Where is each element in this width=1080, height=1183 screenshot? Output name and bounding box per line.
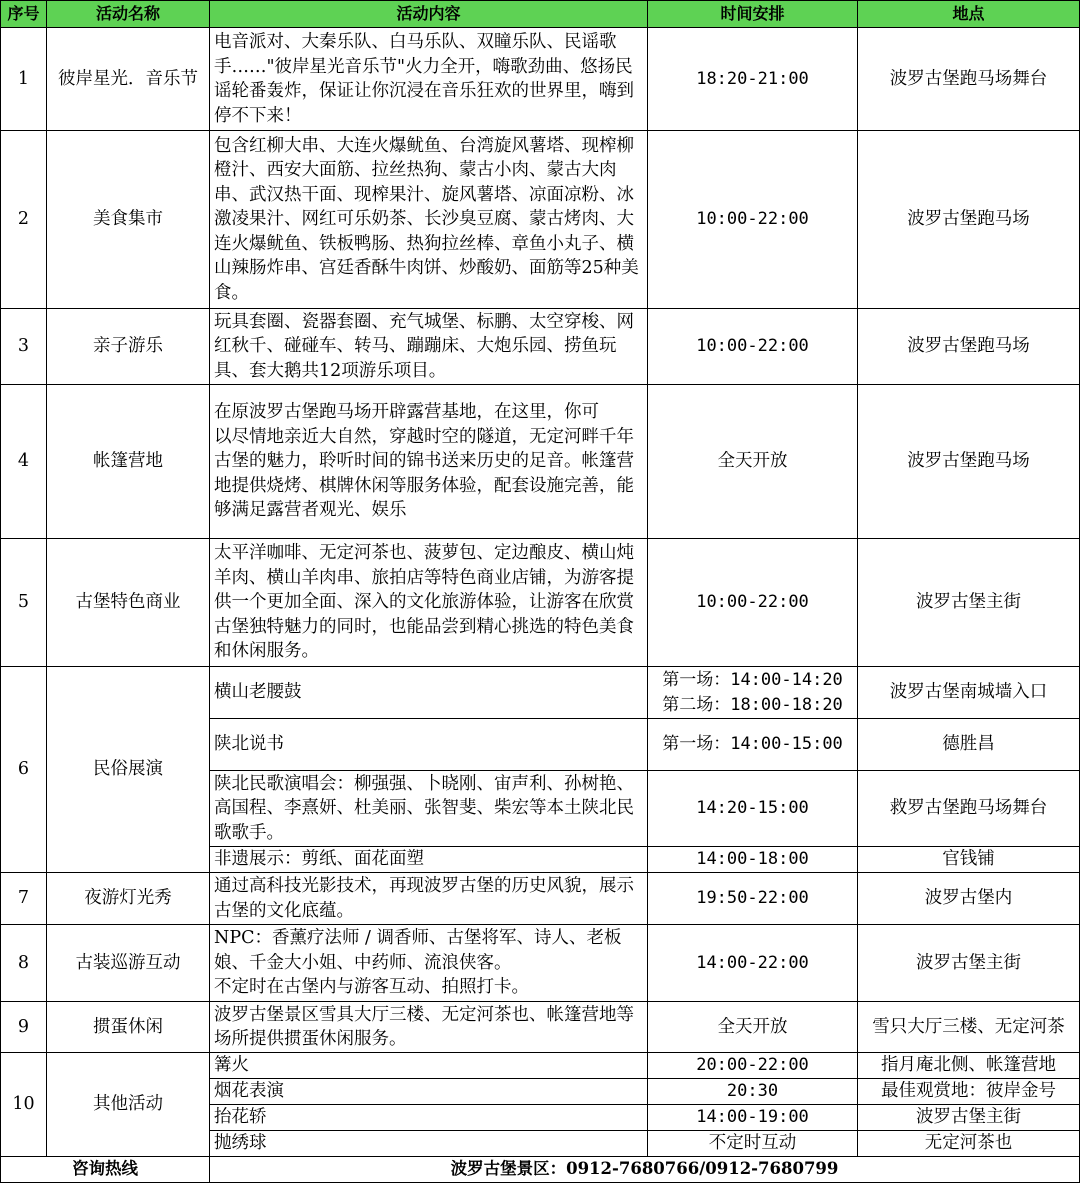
row-number: 5 (1, 539, 47, 667)
row-number: 7 (1, 873, 47, 925)
activity-place: 波罗古堡跑马场 (858, 309, 1080, 385)
activity-content: 太平洋咖啡、无定河茶也、菠萝包、定边酿皮、横山炖羊肉、横山羊肉串、旅拍店等特色商业店铺，为游客提供一个更加全面、深入的文化旅游体验，让游客在欣赏古堡独特魅力的同时，也能品尝到精心挑选的特色美食和休闲服务。 (210, 539, 648, 667)
activity-place: 救罗古堡跑马场舞台 (858, 771, 1080, 847)
activity-name: 彼岸星光．音乐节 (47, 28, 210, 131)
activity-time: 14:00-18:00 (648, 847, 858, 873)
activity-content: 篝火 (210, 1053, 648, 1079)
row-number: 1 (1, 28, 47, 131)
activity-time: 第一场：14:00-15:00 (648, 719, 858, 771)
content-line: 在原波罗古堡跑马场开辟露营基地，在这里，你可 (214, 402, 599, 423)
activity-time: 14:20-15:00 (648, 771, 858, 847)
activity-time: 20:00-22:00 (648, 1053, 858, 1079)
activity-time: 10:00-22:00 (648, 309, 858, 385)
activity-content: 非遗展示：剪纸、面花面塑 (210, 847, 648, 873)
header-content: 活动内容 (210, 1, 648, 28)
table-row (1, 131, 1080, 309)
table-row (1, 385, 1080, 539)
activity-content: 包含红柳大串、大连火爆鱿鱼、台湾旋风薯塔、现榨柳橙汁、西安大面筋、拉丝热狗、蒙古小肉、蒙古大肉串、武汉热干面、现榨果汁、旋风薯塔、凉面凉粉、冰激凌果汁、网红可乐奶茶、长沙臭豆腐、蒙古烤肉、大连火爆鱿鱼、铁板鸭肠、热狗拉丝棒、章鱼小丸子、横山辣肠炸串、宫廷香酥牛肉饼、炒酸奶、面筋等25种美食。 (210, 131, 648, 309)
activity-place: 最佳观赏地：彼岸金号 (858, 1079, 1080, 1105)
activity-content: 陕北说书 (210, 719, 648, 771)
activity-name: 古装巡游互动 (47, 925, 210, 1002)
activity-time: 14:00-22:00 (648, 925, 858, 1002)
row-number: 9 (1, 1002, 47, 1053)
activity-name: 美食集市 (47, 131, 210, 309)
activity-place: 波罗古堡跑马场 (858, 131, 1080, 309)
row-number: 4 (1, 385, 47, 539)
content-line: NPC：香薰疗法师 / 调香师、古堡将军、诗人、老板娘、千金大小姐、中药师、流浪侠客。 (214, 928, 622, 973)
activity-place: 波罗古堡内 (858, 873, 1080, 925)
activity-content: 通过高科技光影技术，再现波罗古堡的历史风貌，展示古堡的文化底蕴。 (210, 873, 648, 925)
activity-place: 指月庵北侧、帐篷营地 (858, 1053, 1080, 1079)
header-name: 活动名称 (47, 1, 210, 28)
activity-content: 抛绣球 (210, 1131, 648, 1157)
activity-time: 全天开放 (648, 385, 858, 539)
row-number: 10 (1, 1053, 47, 1157)
header-place: 地点 (858, 1, 1080, 28)
hotline-label: 咨询热线 (1, 1157, 210, 1183)
header-no: 序号 (1, 1, 47, 28)
activity-content (210, 925, 648, 1002)
hotline-value: 波罗古堡景区：0912-7680766/0912-7680799 (210, 1157, 1080, 1183)
activity-name: 古堡特色商业 (47, 539, 210, 667)
time-line: 第二场：18:00-18:20 (662, 694, 843, 715)
activity-place: 无定河茶也 (858, 1131, 1080, 1157)
activity-time: 19:50-22:00 (648, 873, 858, 925)
table-row (1, 28, 1080, 131)
activity-content: 电音派对、大秦乐队、白马乐队、双瞳乐队、民谣歌手……"彼岸星光音乐节"火力全开，嗨歌劲曲、悠扬民谣轮番轰炸，保证让你沉浸在音乐狂欢的世界里，嗨到停不下来！ (210, 28, 648, 131)
table-row (1, 873, 1080, 925)
time-line: 第一场：14:00-14:20 (662, 670, 843, 690)
activity-time: 14:00-19:00 (648, 1105, 858, 1131)
header-row (1, 1, 1080, 28)
activity-name: 掼蛋休闲 (47, 1002, 210, 1053)
activity-content: 横山老腰鼓 (210, 667, 648, 719)
content-line: 以尽情地亲近大自然，穿越时空的隧道，无定河畔千年古堡的魅力，聆听时间的锦书送来历史的足音。帐篷营地提供烧烤、棋牌休闲等服务体验，配套设施完善，能够满足露营者观光、娱乐 (214, 426, 634, 521)
row-number: 8 (1, 925, 47, 1002)
activity-place: 波罗古堡南城墙入口 (858, 667, 1080, 719)
table-row (1, 1053, 1080, 1079)
activity-time: 18:20-21:00 (648, 28, 858, 131)
activity-place: 波罗古堡主街 (858, 1105, 1080, 1131)
activity-name: 帐篷营地 (47, 385, 210, 539)
content-line: 不定时在古堡内与游客互动、拍照打卡。 (214, 977, 529, 998)
header-time: 时间安排 (648, 1, 858, 28)
activity-place: 雪只大厅三楼、无定河茶 (858, 1002, 1080, 1053)
activity-time: 10:00-22:00 (648, 131, 858, 309)
activity-name: 夜游灯光秀 (47, 873, 210, 925)
activity-content: 烟花表演 (210, 1079, 648, 1105)
activity-place: 官钱铺 (858, 847, 1080, 873)
row-number: 2 (1, 131, 47, 309)
activity-content (210, 385, 648, 539)
activity-place: 波罗古堡主街 (858, 539, 1080, 667)
activity-name: 亲子游乐 (47, 309, 210, 385)
table-row (1, 1002, 1080, 1053)
activity-name: 民俗展演 (47, 667, 210, 873)
row-number: 6 (1, 667, 47, 873)
footer-row (1, 1157, 1080, 1183)
table-row (1, 309, 1080, 385)
activity-content: 陕北民歌演唱会：柳强强、卜晓刚、宙声利、孙树艳、高国程、李熹妍、杜美丽、张智斐、柴宏等本土陕北民歌歌手。 (210, 771, 648, 847)
activity-place: 波罗古堡主街 (858, 925, 1080, 1002)
activity-name: 其他活动 (47, 1053, 210, 1157)
table-row (1, 539, 1080, 667)
activity-content: 抬花轿 (210, 1105, 648, 1131)
activity-place: 波罗古堡跑马场舞台 (858, 28, 1080, 131)
activity-content: 玩具套圈、瓷器套圈、充气城堡、标鹏、太空穿梭、网红秋千、碰碰车、转马、蹦蹦床、大炮乐园、捞鱼玩具、套大鹅共12项游乐项目。 (210, 309, 648, 385)
activity-time: 20:30 (648, 1079, 858, 1105)
activity-content: 波罗古堡景区雪具大厅三楼、无定河茶也、帐篷营地等场所提供掼蛋休闲服务。 (210, 1002, 648, 1053)
activity-time: 不定时互动 (648, 1131, 858, 1157)
activity-time (648, 667, 858, 719)
activity-time: 全天开放 (648, 1002, 858, 1053)
table-row (1, 925, 1080, 1002)
row-number: 3 (1, 309, 47, 385)
table-row (1, 667, 1080, 719)
activity-place: 波罗古堡跑马场 (858, 385, 1080, 539)
activity-time: 10:00-22:00 (648, 539, 858, 667)
activity-place: 德胜昌 (858, 719, 1080, 771)
